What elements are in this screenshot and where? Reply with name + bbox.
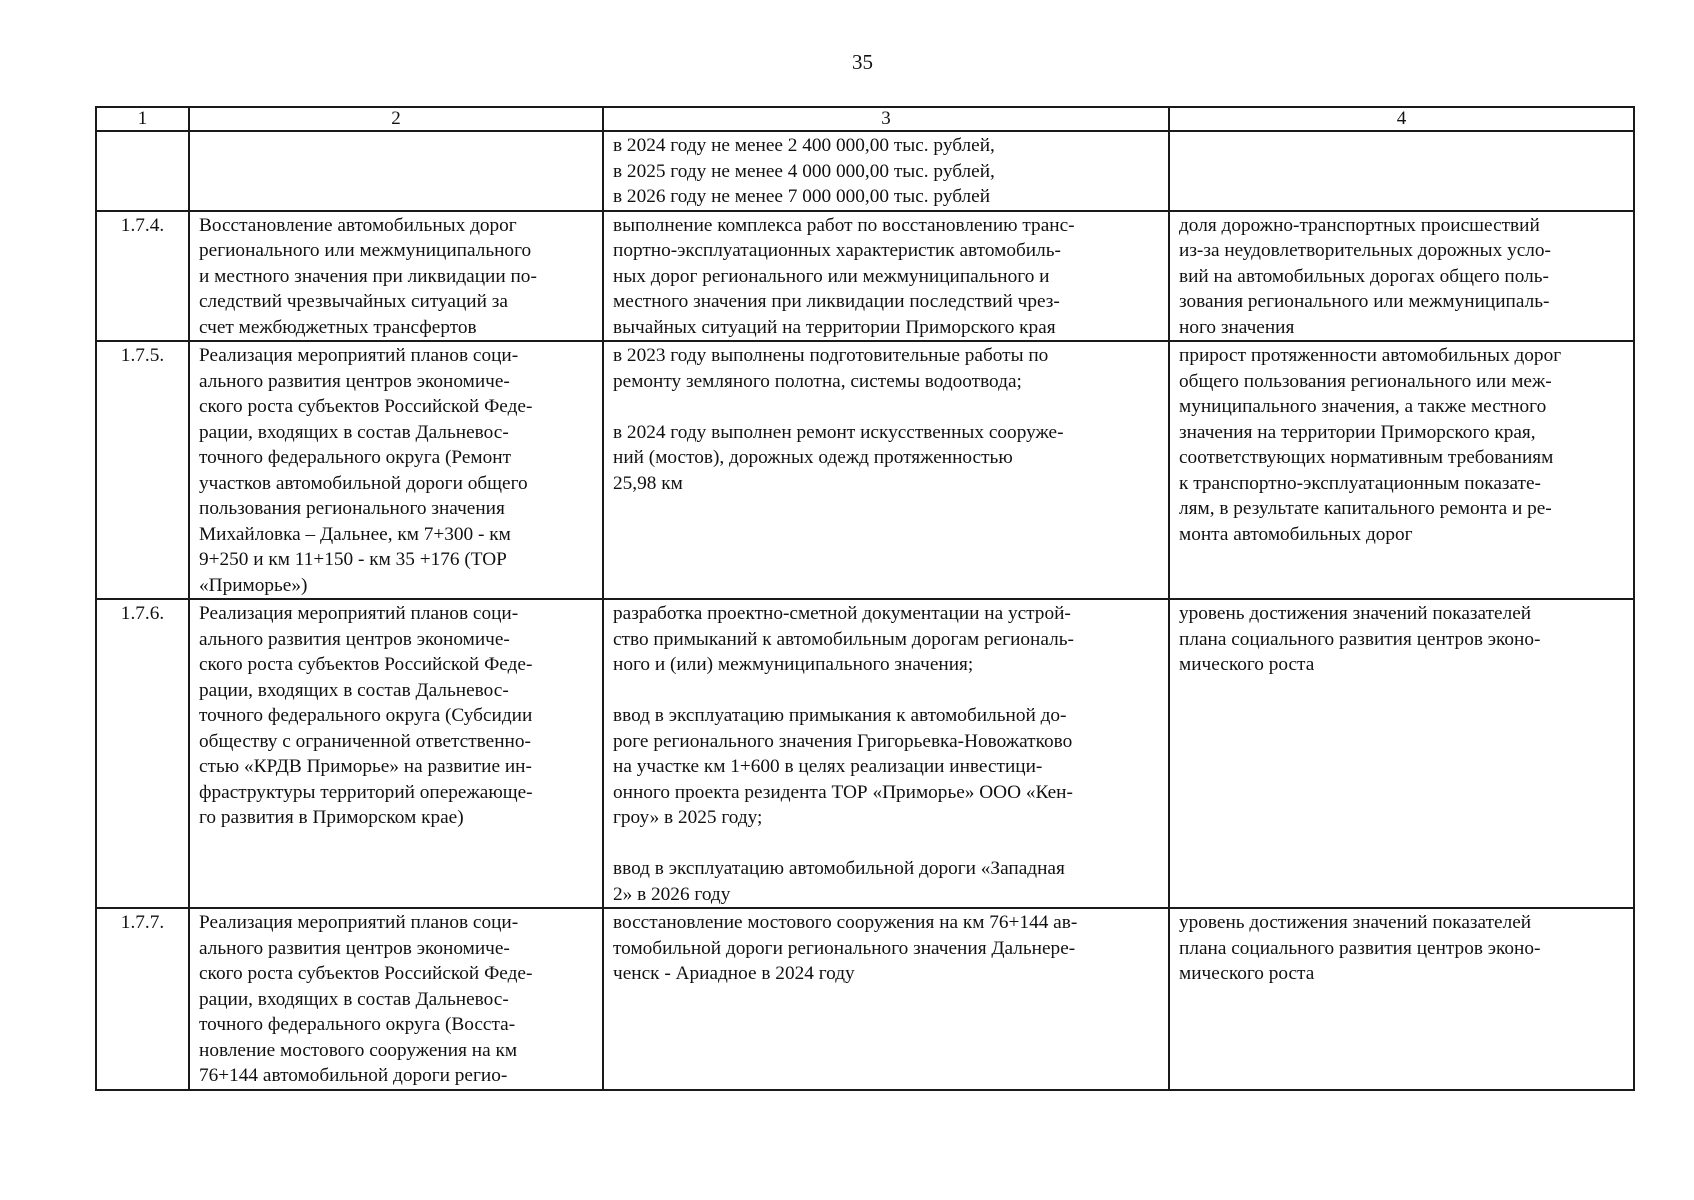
indicator: уровень достижения значений показателей плана социального развития центров эконо- мического роста: [1169, 599, 1634, 908]
indicator: доля дорожно-транспортных происшествий из-за неудовлетворительных дорожных усло- вий на автомобильных дорогах общего поль- зования регионального или межмуниципаль- ного значения: [1169, 211, 1634, 342]
indicator: прирост протяженности автомобильных дорог общего пользования регионального или меж- муниципального значения, а также местного значения на территории Приморского края, соответствующих нормативным требованиям к транспортно-эксплуатационным показате- лям, в результате капитального ремонта и ре- монта автомобильных дорог: [1169, 341, 1634, 599]
measure-name: Реализация мероприятий планов соци- ального развития центров экономиче- ского роста субъектов Российской Феде- рации, входящих в состав Дальневос- точного федерального округа (Ремонт участков автомобильной дороги общего пользования регионального значения Михайловка – Дальнее, км 7+300 - км 9+250 и км 11+150 - км 35 +176 (ТОР «Приморье»): [189, 341, 603, 599]
measure-name: [189, 131, 603, 211]
table-row: [96, 908, 1634, 1090]
table-row: [96, 599, 1634, 908]
measure-name: Реализация мероприятий планов соци- ального развития центров экономиче- ского роста субъектов Российской Феде- рации, входящих в состав Дальневос- точного федерального округа (Восста- новление мостового сооружения на км 76+144 автомобильной дороги регио-: [189, 908, 603, 1090]
indicator: [1169, 131, 1634, 211]
row-number: 1.7.5.: [96, 341, 189, 599]
table-header-row: [96, 107, 1634, 131]
expected-result: разработка проектно-сметной документации на устрой- ство примыканий к автомобильным дорогам региональ- ного и (или) межмуниципального значения; ввод в эксплуатацию примыкания к автомобильной до- роге регионального значения Григорьевка-Новожатково на участке км 1+600 в целях реализации инвестици- онного проекта резидента ТОР «Приморье» ООО «Кен- гроу» в 2025 году; ввод в эксплуатацию автомобильной дороги «Западная 2» в 2026 году: [603, 599, 1169, 908]
table-row: [96, 211, 1634, 342]
column-header-1: 1: [96, 107, 189, 131]
table-row: [96, 131, 1634, 211]
measure-name: Реализация мероприятий планов соци- ального развития центров экономиче- ского роста субъектов Российской Феде- рации, входящих в состав Дальневос- точного федерального округа (Субсидии обществу с ограниченной ответственно- стью «КРДВ Приморье» на развитие ин- фраструктуры территорий опережающе- го развития в Приморском крае): [189, 599, 603, 908]
indicator: уровень достижения значений показателей плана социального развития центров эконо- мического роста: [1169, 908, 1634, 1090]
row-number: 1.7.4.: [96, 211, 189, 342]
measure-name: Восстановление автомобильных дорог регионального или межмуниципального и местного значения при ликвидации по- следствий чрезвычайных ситуаций за счет межбюджетных трансфертов: [189, 211, 603, 342]
column-header-4: 4: [1169, 107, 1634, 131]
expected-result: восстановление мостового сооружения на км 76+144 ав- томобильной дороги регионального значения Дальнере- ченск - Ариадное в 2024 году: [603, 908, 1169, 1090]
row-number: 1.7.6.: [96, 599, 189, 908]
column-header-3: 3: [603, 107, 1169, 131]
page-number: 35: [852, 50, 873, 74]
row-number: [96, 131, 189, 211]
column-header-2: 2: [189, 107, 603, 131]
expected-result: в 2024 году не менее 2 400 000,00 тыс. рублей, в 2025 году не менее 4 000 000,00 тыс. рублей, в 2026 году не менее 7 000 000,00 тыс. рублей: [603, 131, 1169, 211]
expected-result: выполнение комплекса работ по восстановлению транс- портно-эксплуатационных характеристик автомобиль- ных дорог регионального или межмуниципального и местного значения при ликвидации последствий чрез- вычайных ситуаций на территории Приморского края: [603, 211, 1169, 342]
row-number: 1.7.7.: [96, 908, 189, 1090]
document-table: [95, 106, 1635, 1091]
expected-result: в 2023 году выполнены подготовительные работы по ремонту земляного полотна, системы водоотвода; в 2024 году выполнен ремонт искусственных сооруже- ний (мостов), дорожных одежд протяженностью 25,98 км: [603, 341, 1169, 599]
table-row: [96, 341, 1634, 599]
